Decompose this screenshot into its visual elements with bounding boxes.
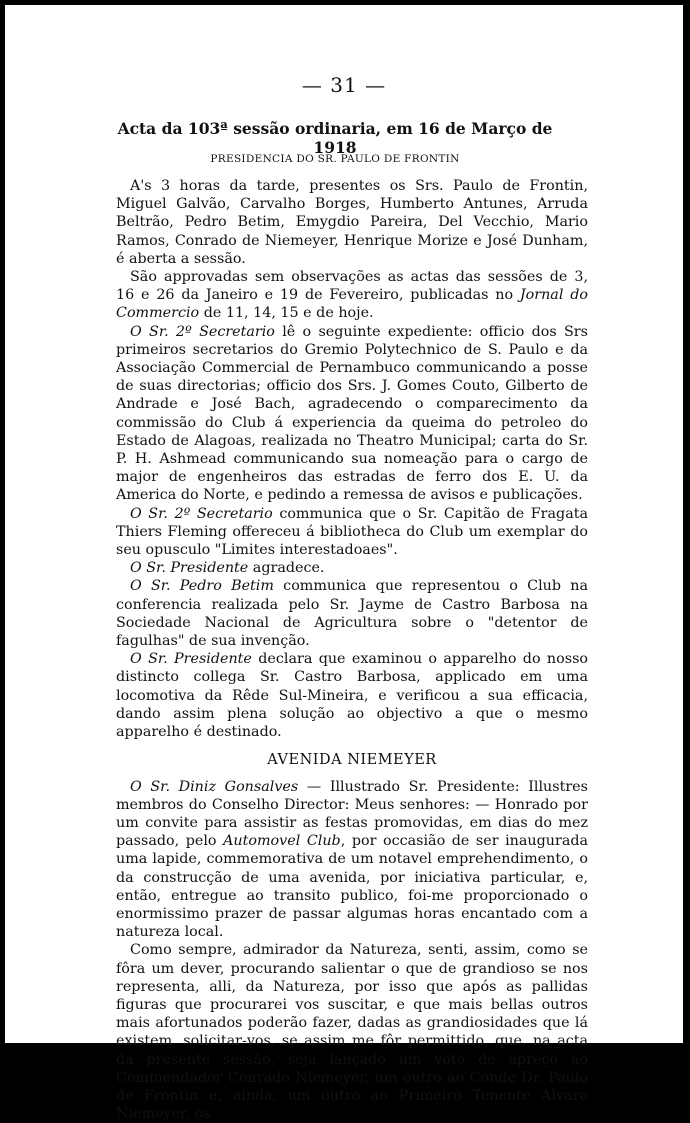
minutes-title: Acta da 103ª sessão ordinaria, em 16 de Março de 1918	[117, 119, 553, 157]
paragraph: O Sr. Presidente declara que examinou o apparelho do nosso distincto collega Sr. Castro Barbosa, applicado em uma locomotiva da Rêde Sul-Mineira, e verificou a sua efficacia, dando assim plena solução ao objectivo a que o mesmo apparelho é destinado.	[116, 651, 589, 741]
paragraph: A's 3 horas da tarde, presentes os Srs. Paulo de Frontin, Miguel Galvão, Carvalho Borges, Humberto Antunes, Arruda Beltrão, Pedro Betim, Emygdio Pareira, Del Vecchio, Mario Ramos, Conrado de Niemeyer, Henrique Morize e José Dunham, é aberta a sessão.	[116, 178, 588, 267]
paragraph: O Sr. Pedro Betim communica que representou o Club na conferencia realizada pelo Sr. Jayme de Castro Barbosa na Sociedade Nacional de Agricultura sobre o "detentor de fagulhas" de sua invenção.	[116, 578, 588, 650]
speaker: O Sr. Diniz Gonsalves	[130, 778, 299, 795]
speaker: O Sr. 2º Secretario	[130, 323, 275, 340]
paragraph: Como sempre, admirador da Natureza, senti, assim, como se fôra um dever, procurando salientar o que de grandioso se nos representa, alli, da Natureza, por isso que após as pallidas figuras que procurarei vos suscitar, e que mais bellas outros mais afortunados poderão fazer, dadas as grandiosidades que lá existem, solicitar-vos, se assim me fôr permittido, que, na acta da presente sessão, seja lançado um voto de apreço ao Commendador Conrado Niemeyer, um outro ao Conde Dr. Paulo de Frontin e, ainda, um outro ao Primeiro Tenente Alvaro Niemeyer, os	[116, 942, 588, 1123]
page-number: — 31 —	[301, 73, 387, 97]
speaker: O Sr. Presidente	[130, 651, 252, 668]
paragraph: O Sr. Presidente agradece.	[130, 560, 325, 577]
document-body	[116, 177, 588, 1123]
italic-ref: Automovel Club	[223, 833, 341, 850]
paragraph: O Sr. 2º Secretario communica que o Sr. Capitão de Fragata Thiers Fleming offereceu á bibliotheca do Club um exemplar do seu opusculo "Limites interestadoaes".	[116, 505, 588, 559]
document-page	[5, 5, 683, 1123]
paragraph: São approvadas sem observações as actas das sessões de 3, 16 e 26 da Janeiro e 19 de Fevereiro, publicadas no Jornal do Commercio de 11, 14, 15 e de hoje.	[116, 269, 588, 322]
presidency-line: PRESIDENCIA DO SR. PAULO DE FRONTIN	[210, 153, 460, 165]
speaker: O Sr. Pedro Betim	[130, 578, 274, 595]
paragraph: O Sr. Diniz Gonsalves — Illustrado Sr. Presidente: Illustres membros do Conselho Director: Meus senhores: — Honrado por um convite para assistir as festas promovidas, em dias do mez passado, pelo Automovel Club, por occasião de ser inaugurada uma lapide, commemorativa de um notavel emprehendimento, o da construcção de uma avenida, por iniciativa particular, e, então, entregue ao transito publico, foi-me proporcionado o enormissimo prazer de passar algumas horas encantado com a natureza local.	[116, 778, 589, 941]
speaker: O Sr. 2º Secretario	[130, 505, 273, 522]
speaker: O Sr. Presidente	[130, 560, 249, 577]
italic-ref: Jornal do Commercio	[116, 287, 588, 322]
paragraph: O Sr. 2º Secretario lê o seguinte expediente: officio dos Srs primeiros secretarios do Gremio Polytechnico de S. Paulo e da Associação Commercial de Pernambuco communicando a posse de suas directorias; officio dos Srs. J. Gomes Couto, Gilberto de Andrade e José Bach, agradecendo o comparecimento da commissão do Club á experiencia da queima do petroleo do Estado de Alagoas, realizada no Theatro Municipal; carta do Sr. P. H. Ashmead communicando sua nomeação para o cargo de major de engenheiros das estradas de ferro dos E. U. da America do Norte, e pedindo a remessa de avisos e publicações.	[116, 323, 588, 504]
section-heading: AVENIDA NIEMEYER	[267, 752, 437, 769]
